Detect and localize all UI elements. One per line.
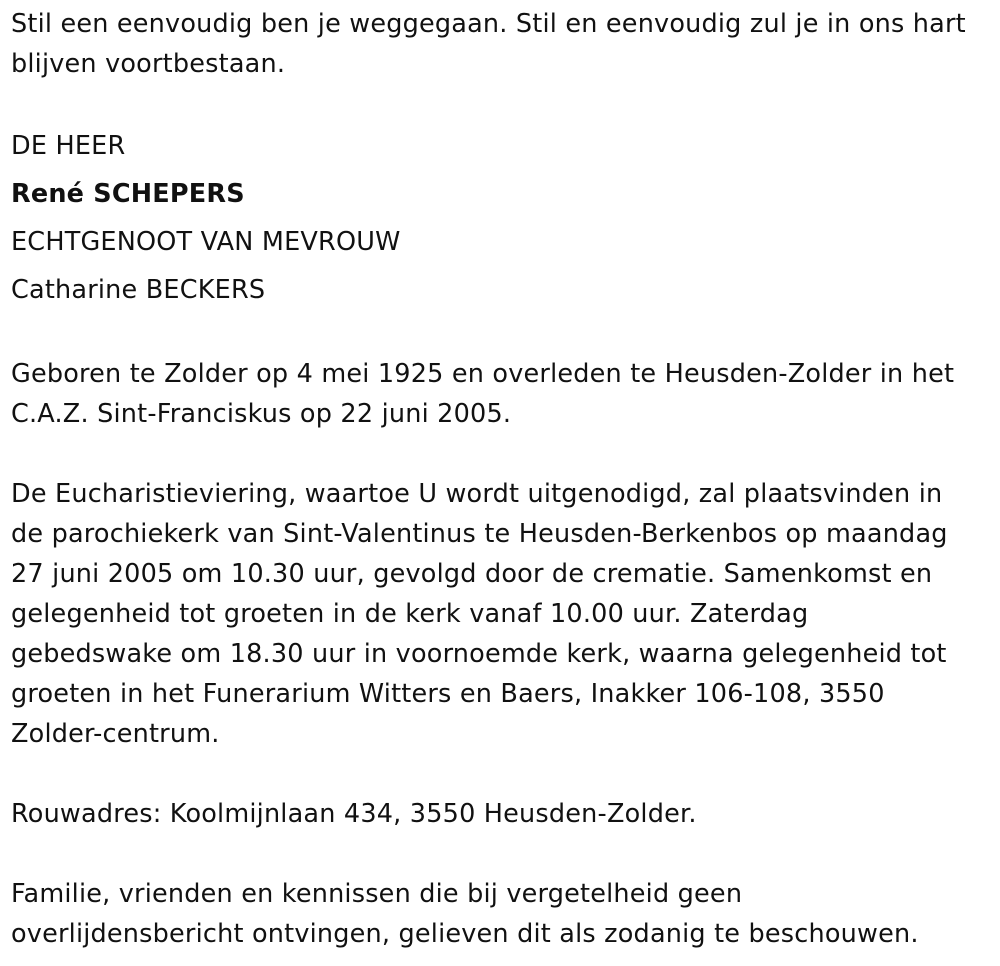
ceremony-line: 27 juni 2005 om 10.30 uur, gevolgd door de crematie. Samenkomst en [11, 559, 933, 589]
paragraph-gap [11, 84, 991, 124]
honorific-title: DE HEER [11, 131, 126, 161]
ceremony-paragraph [11, 474, 991, 754]
spouse-name: Catharine BECKERS [11, 275, 266, 305]
mourning-address: Rouwadres: Koolmijnlaan 434, 3550 Heusden-Zolder. [11, 799, 697, 829]
paragraph-gap [11, 834, 991, 874]
closing-line: Familie, vrienden en kennissen die bij vergetelheid geen [11, 879, 743, 909]
quote-line: blijven voortbestaan. [11, 49, 286, 79]
ceremony-line: gelegenheid tot groeten in de kerk vanaf 10.00 uur. Zaterdag [11, 599, 809, 629]
closing-paragraph [11, 874, 991, 954]
ceremony-line: groeten in het Funerarium Witters en Baers, Inakker 106-108, 3550 [11, 679, 885, 709]
ceremony-line: De Eucharistieviering, waartoe U wordt uitgenodigd, zal plaatsvinden in [11, 479, 943, 509]
address-paragraph [11, 794, 991, 834]
deceased-name: René SCHEPERS [11, 179, 245, 209]
birth-death-line: C.A.Z. Sint-Franciskus op 22 juni 2005. [11, 399, 512, 429]
birth-death-line: Geboren te Zolder op 4 mei 1925 en overleden te Heusden-Zolder in het [11, 359, 955, 389]
paragraph-gap [11, 434, 991, 474]
deceased-block [11, 122, 991, 314]
quote-paragraph [11, 4, 991, 84]
closing-line: overlijdensbericht ontvingen, gelieven dit als zodanig te beschouwen. [11, 919, 919, 949]
paragraph-gap [11, 754, 991, 794]
birth-death-paragraph [11, 354, 991, 434]
ceremony-line: Zolder-centrum. [11, 719, 220, 749]
relation-label: ECHTGENOOT VAN MEVROUW [11, 227, 401, 257]
ceremony-line: de parochiekerk van Sint-Valentinus te Heusden-Berkenbos op maandag [11, 519, 948, 549]
quote-line: Stil een eenvoudig ben je weggegaan. Stil en eenvoudig zul je in ons hart [11, 9, 966, 39]
ceremony-line: gebedswake om 18.30 uur in voornoemde kerk, waarna gelegenheid tot [11, 639, 947, 669]
paragraph-gap [11, 314, 991, 354]
obituary-document [11, 4, 991, 954]
